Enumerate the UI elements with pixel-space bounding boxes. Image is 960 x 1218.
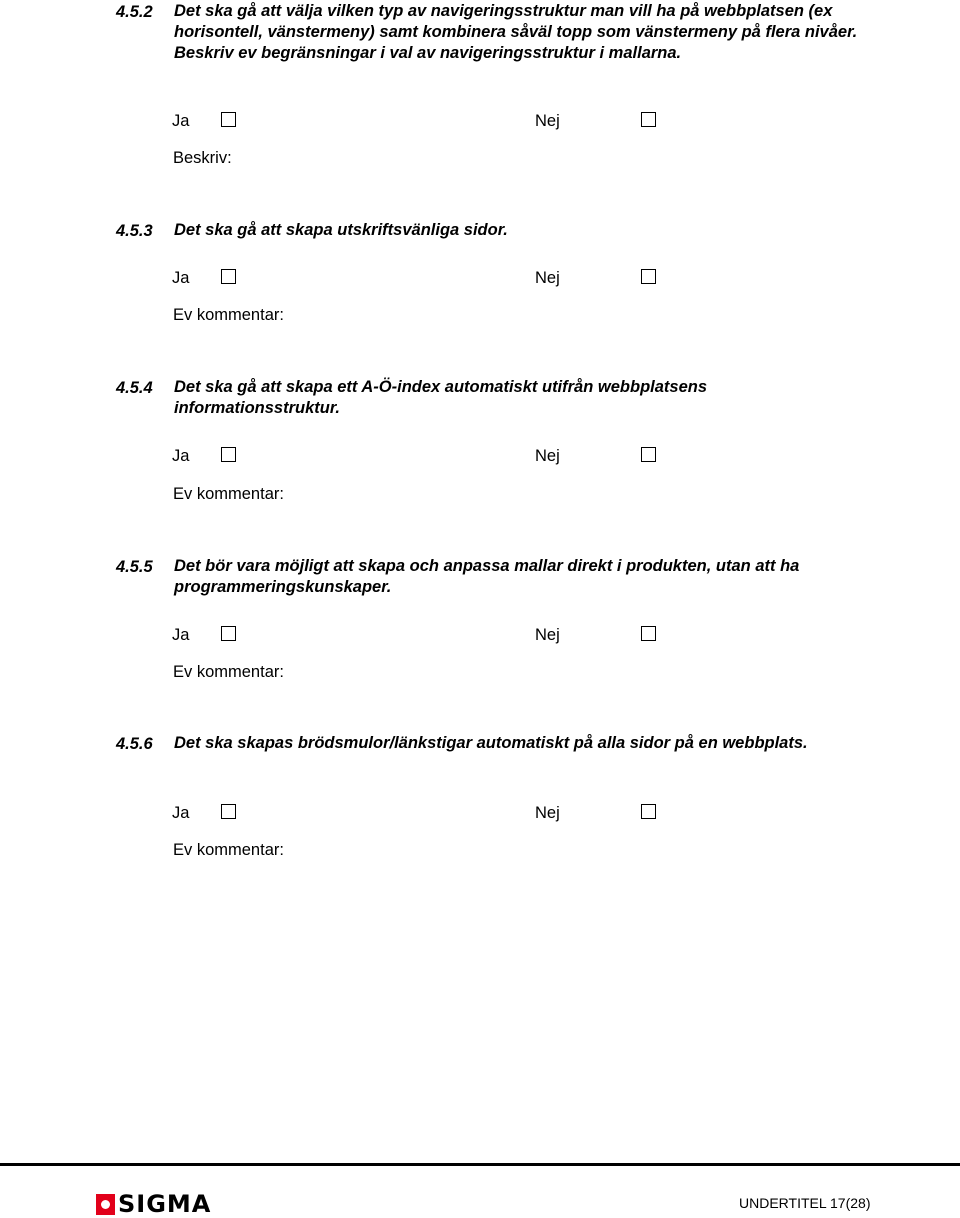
comment-label: Ev kommentar: bbox=[173, 663, 284, 681]
no-label: Nej bbox=[535, 447, 560, 465]
question-text: Det ska gå att skapa utskriftsvänliga sidor. bbox=[174, 221, 508, 239]
question-number: 4.5.2 bbox=[116, 3, 153, 21]
question-text: Det ska gå att skapa ett A-Ö-index automatiskt utifrån webbplatsens informationsstruktur. bbox=[174, 378, 708, 417]
question-text: Det ska gå att välja vilken typ av navigeringsstruktur man vill ha på webbplatsen (ex horisontell, vänstermeny) samt kombinera såväl topp som vänstermeny på flera nivåer. Beskriv ev begränsningar i val av navigeringsstruktur i mallarna. bbox=[174, 2, 858, 62]
sigma-logo-text: SIGMA bbox=[118, 1190, 212, 1218]
footer-divider bbox=[0, 1163, 960, 1166]
page-footer-label: UNDERTITEL 17(28) bbox=[739, 1195, 871, 1211]
no-label: Nej bbox=[535, 626, 560, 644]
question-number: 4.5.4 bbox=[116, 379, 153, 397]
comment-label: Ev kommentar: bbox=[173, 485, 284, 503]
yes-checkbox[interactable] bbox=[221, 447, 236, 462]
yes-label: Ja bbox=[172, 447, 190, 465]
sigma-logo-icon bbox=[96, 1194, 115, 1215]
no-label: Nej bbox=[535, 269, 560, 287]
no-checkbox[interactable] bbox=[641, 447, 656, 462]
no-label: Nej bbox=[535, 112, 560, 130]
comment-label: Ev kommentar: bbox=[173, 306, 284, 324]
comment-label: Ev kommentar: bbox=[173, 841, 284, 859]
no-checkbox[interactable] bbox=[641, 269, 656, 284]
comment-label: Beskriv: bbox=[173, 149, 232, 167]
question-text: Det ska skapas brödsmulor/länkstigar automatiskt på alla sidor på en webbplats. bbox=[174, 734, 808, 752]
yes-checkbox[interactable] bbox=[221, 626, 236, 641]
yes-label: Ja bbox=[172, 112, 190, 130]
question-number: 4.5.5 bbox=[116, 558, 153, 576]
yes-label: Ja bbox=[172, 626, 190, 644]
yes-label: Ja bbox=[172, 269, 190, 287]
yes-label: Ja bbox=[172, 804, 190, 822]
yes-checkbox[interactable] bbox=[221, 269, 236, 284]
sigma-logo bbox=[96, 1192, 211, 1216]
question-text: Det bör vara möjligt att skapa och anpassa mallar direkt i produkten, utan att ha programmeringskunskaper. bbox=[174, 557, 800, 596]
question-number: 4.5.3 bbox=[116, 222, 153, 240]
no-checkbox[interactable] bbox=[641, 112, 656, 127]
yes-checkbox[interactable] bbox=[221, 112, 236, 127]
no-checkbox[interactable] bbox=[641, 804, 656, 819]
no-checkbox[interactable] bbox=[641, 626, 656, 641]
no-label: Nej bbox=[535, 804, 560, 822]
question-number: 4.5.6 bbox=[116, 735, 153, 753]
yes-checkbox[interactable] bbox=[221, 804, 236, 819]
